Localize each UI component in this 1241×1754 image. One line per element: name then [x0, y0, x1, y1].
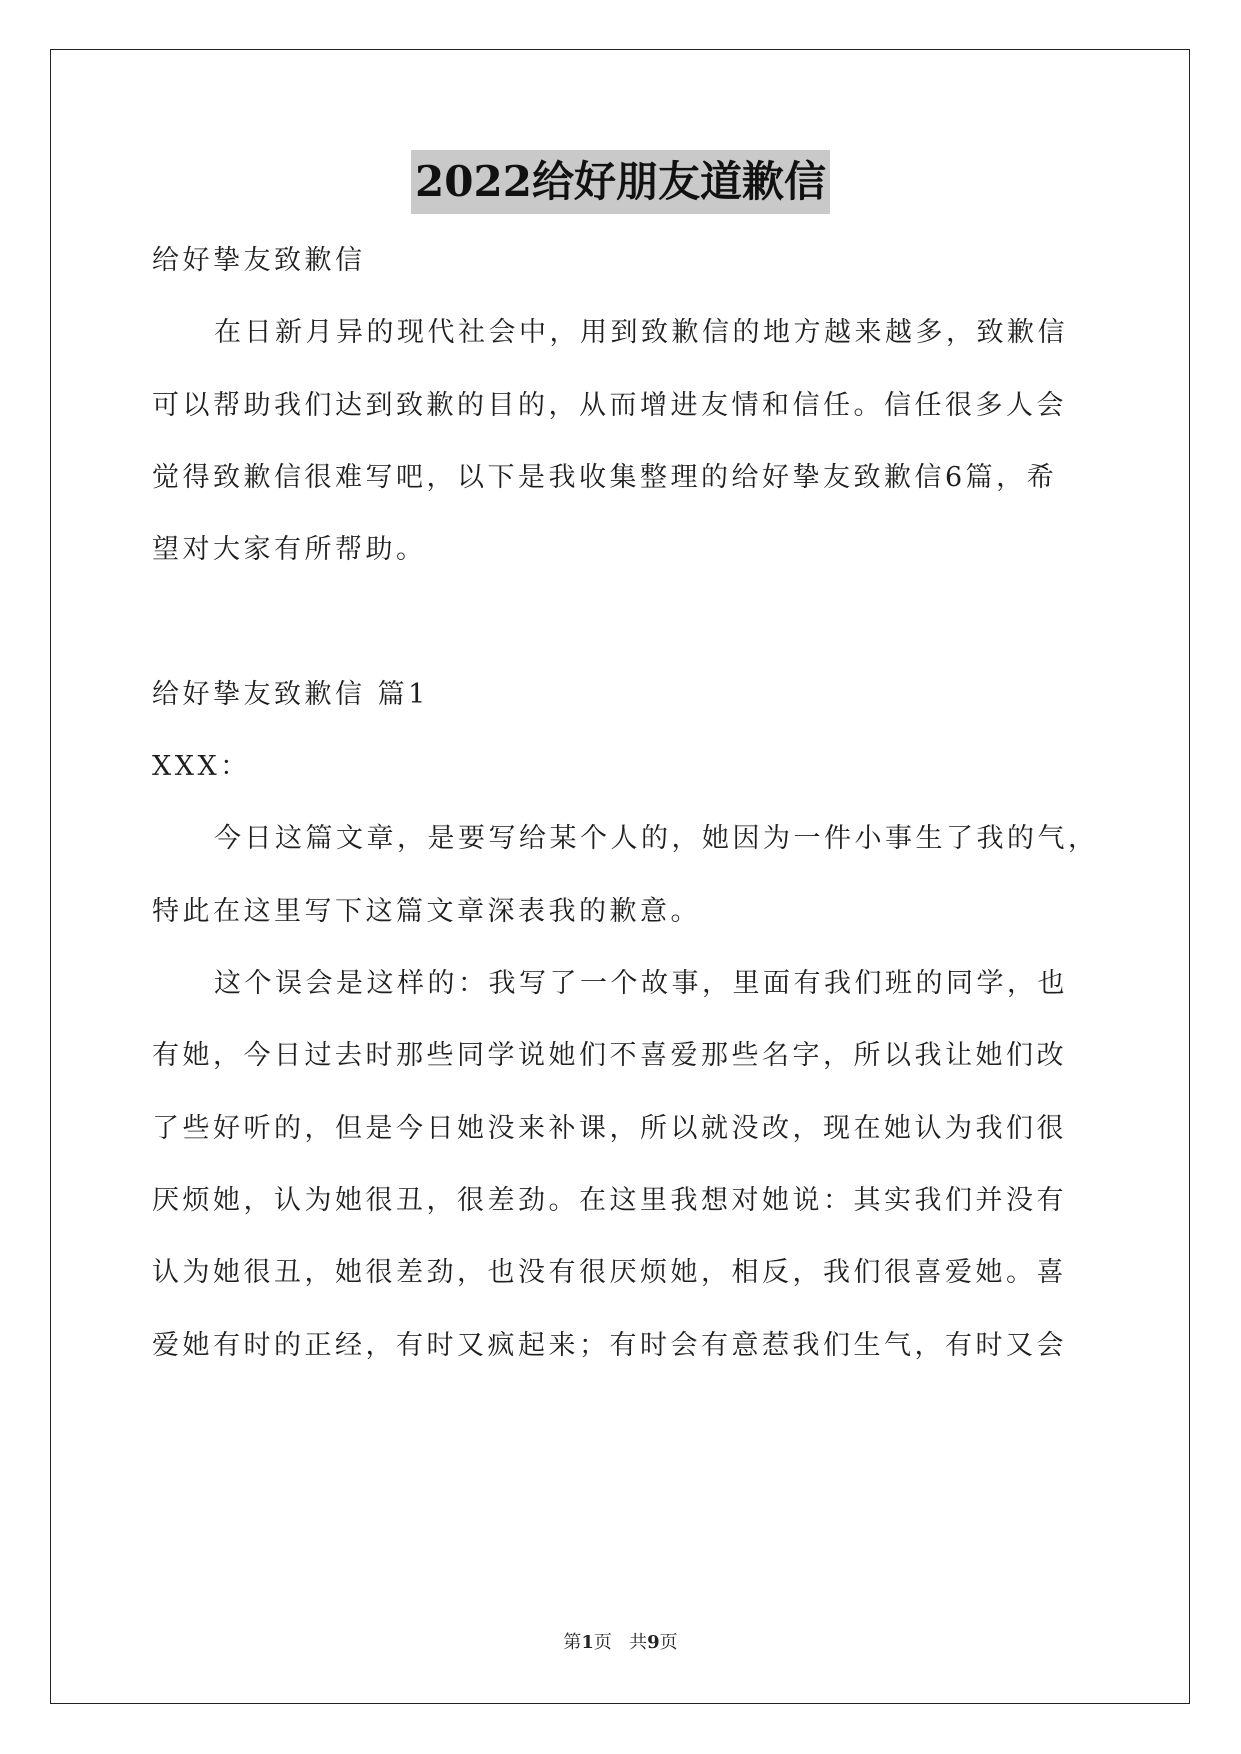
- paragraph-line: 有她，今日过去时那些同学说她们不喜爱那些名字，所以我让她们改: [152, 1040, 1067, 1071]
- paragraph-line: 今日这篇文章，是要写给某个人的，她因为一件小事生了我的气，: [214, 823, 1099, 854]
- paragraph-line: 厌烦她，认为她很丑，很差劲。在这里我想对她说：其实我们并没有: [152, 1185, 1067, 1216]
- paragraph-line: 在日新月异的现代社会中，用到致歉信的地方越来越多，致歉信: [214, 317, 1068, 348]
- paragraph-line: 这个误会是这样的：我写了一个故事，里面有我们班的同学，也: [214, 968, 1068, 999]
- document-title: 2022给好朋友道歉信: [411, 150, 830, 214]
- paragraph-line: 认为她很丑，她很差劲，也没有很厌烦她，相反，我们很喜爱她。喜: [152, 1257, 1067, 1288]
- footer-suffix: 页: [659, 1632, 678, 1653]
- paragraph-line: 望对大家有所帮助。: [152, 534, 427, 565]
- page-border: [50, 49, 1190, 1704]
- section-heading: 给好挚友致歉信: [152, 245, 366, 276]
- current-page-number: 1: [581, 1632, 594, 1653]
- paragraph-line: 了些好听的，但是今日她没来补课，所以就没改，现在她认为我们很: [152, 1113, 1067, 1144]
- letter-heading: 给好挚友致歉信 篇1: [152, 679, 429, 710]
- total-page-count: 9: [647, 1632, 660, 1653]
- title-wrap: [0, 150, 1241, 214]
- paragraph-line: 爱她有时的正经，有时又疯起来；有时会有意惹我们生气，有时又会: [152, 1330, 1067, 1361]
- page-footer: [0, 1628, 1241, 1654]
- paragraph-line: 特此在这里写下这篇文章深表我的歉意。: [152, 896, 701, 927]
- footer-middle: 页 共: [593, 1632, 648, 1653]
- salutation: XXX：: [152, 751, 251, 782]
- paragraph-line: 觉得致歉信很难写吧，以下是我收集整理的给好挚友致歉信6篇，希: [152, 462, 1058, 493]
- footer-prefix: 第: [563, 1632, 582, 1653]
- paragraph-line: 可以帮助我们达到致歉的目的，从而增进友情和信任。信任很多人会: [152, 390, 1067, 421]
